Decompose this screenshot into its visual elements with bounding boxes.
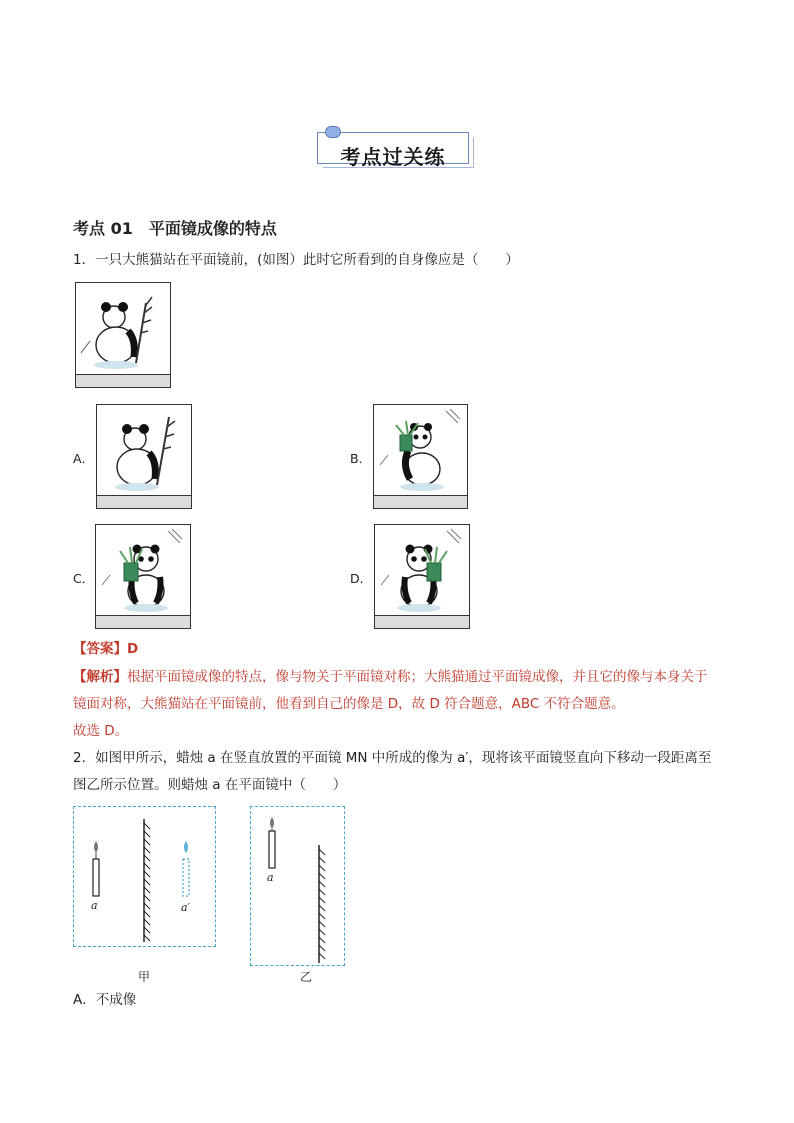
panda-front-icon	[96, 525, 190, 616]
q1-option-a-figure[interactable]	[96, 404, 192, 509]
q1-stem: 1．一只大熊猫站在平面镜前，(如图）此时它所看到的自身像应是（ ）	[73, 252, 519, 268]
section-title: 考点 01 平面镜成像的特点	[73, 219, 277, 238]
banner-dot-icon	[325, 126, 341, 138]
section-banner	[317, 128, 473, 169]
q2-figure-yi	[250, 806, 345, 966]
q1-option-d-figure[interactable]	[374, 524, 470, 629]
image-label: a′	[181, 901, 191, 914]
q1-option-c-label[interactable]: C．	[73, 571, 95, 586]
banner-title: 考点过关练	[340, 145, 446, 169]
q2-figure-jia-caption: 甲	[138, 970, 151, 984]
q1-option-b-figure[interactable]	[373, 404, 468, 509]
mirror-floor	[76, 374, 170, 387]
q2-option-a[interactable]: A．不成像	[73, 992, 137, 1008]
answer-tag: 【答案】	[73, 641, 127, 657]
mirror-floor	[96, 615, 190, 628]
analysis-tag: 【解析】	[73, 669, 127, 685]
q1-conclusion: 故选 D。	[73, 723, 129, 739]
q2-figure-yi-caption: 乙	[300, 970, 313, 984]
q1-option-c-figure[interactable]	[95, 524, 191, 629]
q2-figure-jia	[73, 806, 216, 947]
q2-stem-line-2: 图乙所示位置。则蜡烛 a 在平面镜中（ ）	[73, 777, 347, 793]
mirror-floor	[375, 615, 469, 628]
q1-option-b-label[interactable]: B．	[350, 451, 372, 466]
candle-mirror-diagram	[74, 807, 215, 946]
panda-back-icon	[97, 405, 191, 496]
q1-option-a-label[interactable]: A．	[73, 451, 95, 466]
banner-box	[317, 132, 469, 169]
candle-mirror-diagram	[251, 807, 344, 965]
q1-answer	[73, 640, 138, 658]
q1-option-d-label[interactable]: D．	[350, 571, 373, 586]
panda-side-icon	[374, 405, 467, 496]
analysis-line-2: 镜面对称，大熊猫站在平面镜前，他看到自己的像是 D，故 D 符合题意，ABC 不符合题意。	[73, 696, 625, 712]
panda-front-icon	[375, 525, 469, 616]
candle-label: a	[91, 899, 98, 912]
candle-label: a	[267, 871, 274, 884]
mirror-floor	[97, 495, 191, 508]
analysis-line-1: 根据平面镜成像的特点，像与物关于平面镜对称；大熊猫通过平面镜成像，并且它的像与本身关于	[127, 669, 708, 685]
q2-stem-line-1: 2．如图甲所示，蜡烛 a 在竖直放置的平面镜 MN 中所成的像为 a′，现将该平面镜竖直向下移动一段距离至	[73, 750, 712, 766]
mirror-floor	[374, 495, 467, 508]
panda-back-icon	[76, 283, 170, 375]
q1-reference-figure	[75, 282, 171, 388]
q1-analysis	[73, 668, 733, 686]
answer-value: D	[127, 641, 139, 657]
